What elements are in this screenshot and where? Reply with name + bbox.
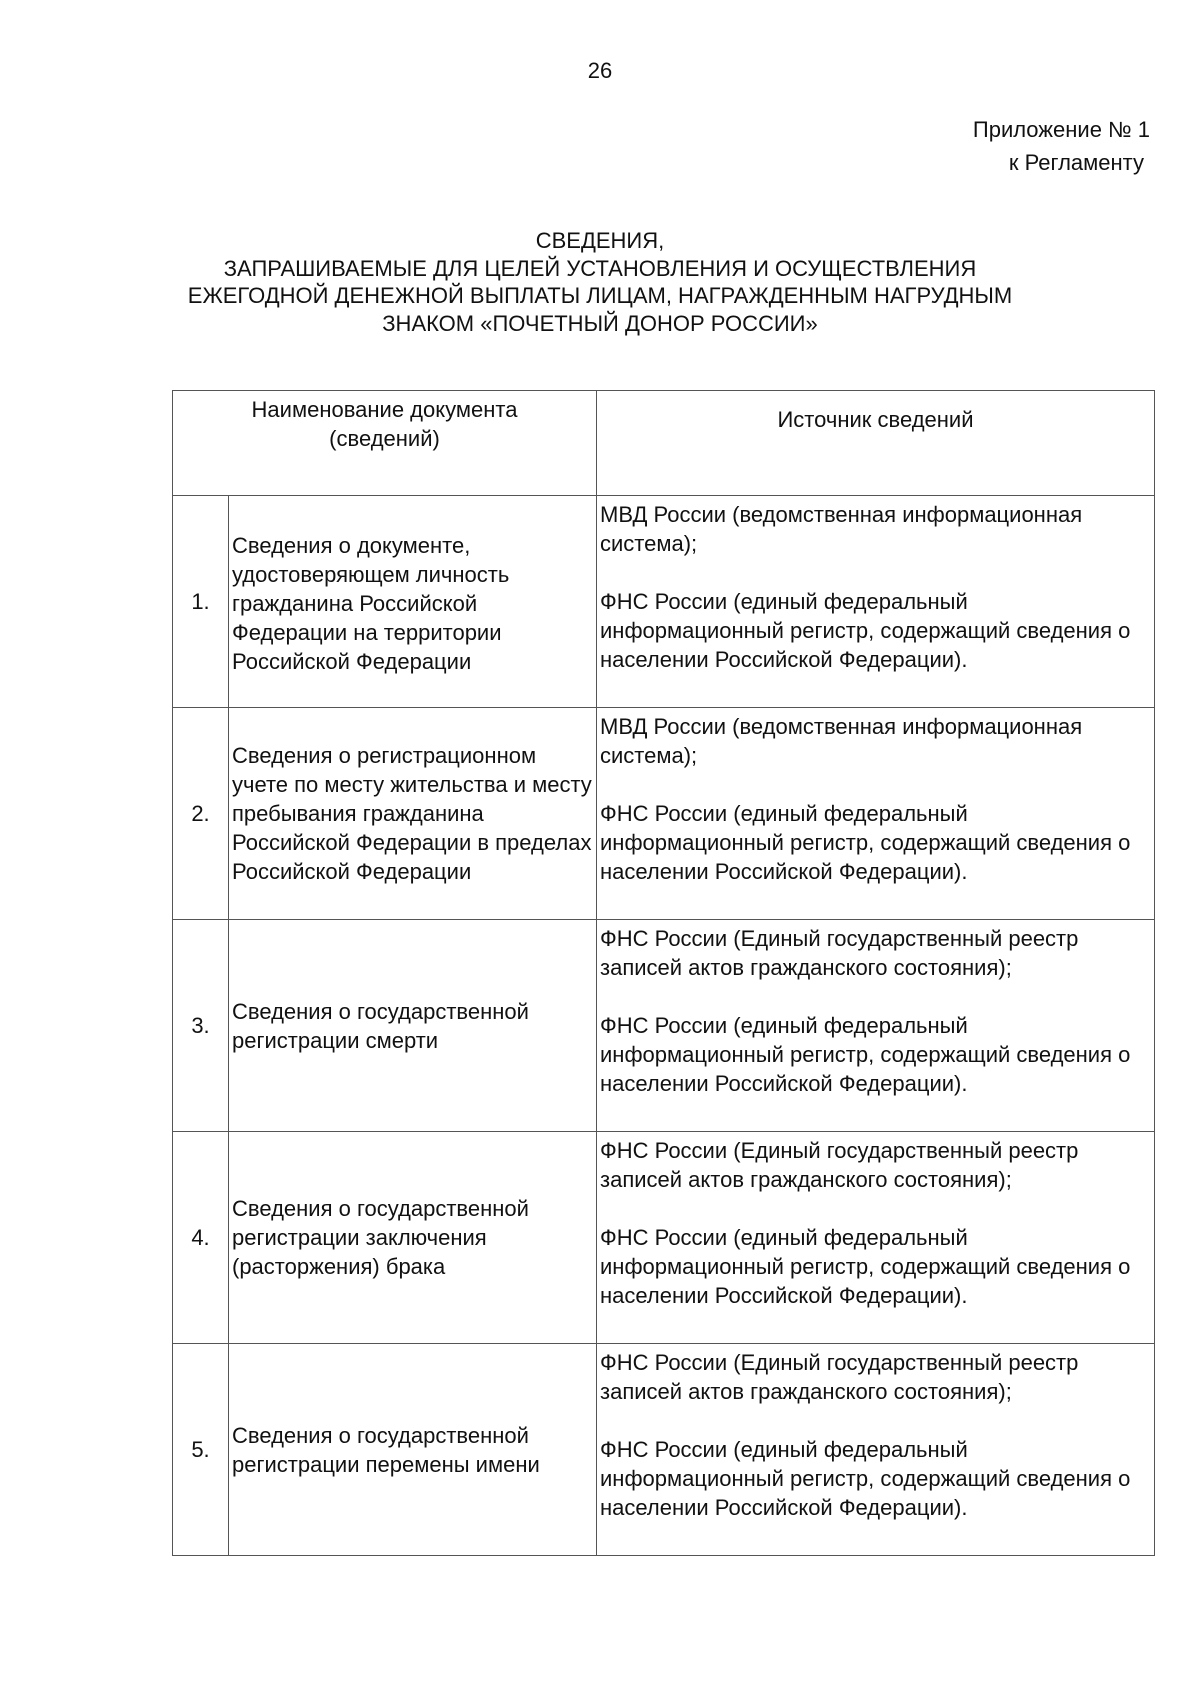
row-source — [597, 920, 1155, 1132]
row-source — [597, 1132, 1155, 1344]
title-line-4: ЗНАКОМ «ПОЧЕТНЫЙ ДОНОР РОССИИ» — [382, 310, 818, 336]
title-line-3: ЕЖЕГОДНОЙ ДЕНЕЖНОЙ ВЫПЛАТЫ ЛИЦАМ, НАГРАЖДЕННЫМ НАГРУДНЫМ — [187, 283, 1013, 308]
table-row — [173, 496, 1155, 708]
row-source — [597, 1344, 1155, 1556]
source-secondary: ФНС России (единый федеральный информационный регистр, содержащий сведения о населении Российской Федерации). — [600, 1437, 1131, 1520]
document-title — [0, 227, 1200, 337]
table-row — [173, 920, 1155, 1132]
source-primary: ФНС России (Единый государственный реестр записей актов гражданского состояния); — [600, 1138, 1079, 1192]
source-secondary: ФНС России (единый федеральный информационный регистр, содержащий сведения о населении Российской Федерации). — [600, 589, 1131, 672]
table-row — [173, 1132, 1155, 1344]
source-primary: ФНС России (Единый государственный реестр записей актов гражданского состояния); — [600, 926, 1079, 980]
row-document-name: Сведения о регистрационном учете по месту жительства и месту пребывания гражданина Российской Федерации в пределах Российской Федерации — [229, 708, 597, 920]
row-number: 3. — [173, 920, 229, 1132]
appendix-reference — [973, 113, 1150, 179]
source-secondary: ФНС России (единый федеральный информационный регистр, содержащий сведения о населении Российской Федерации). — [600, 1013, 1131, 1096]
source-secondary: ФНС России (единый федеральный информационный регистр, содержащий сведения о населении Российской Федерации). — [600, 1225, 1131, 1308]
row-document-name: Сведения о государственной регистрации перемены имени — [229, 1344, 597, 1556]
row-number: 1. — [173, 496, 229, 708]
source-secondary: ФНС России (единый федеральный информационный регистр, содержащий сведения о населении Российской Федерации). — [600, 801, 1131, 884]
table-row — [173, 708, 1155, 920]
header-document-name — [173, 391, 597, 496]
row-number: 2. — [173, 708, 229, 920]
row-number: 4. — [173, 1132, 229, 1344]
source-primary: ФНС России (Единый государственный реестр записей актов гражданского состояния); — [600, 1350, 1079, 1404]
source-primary: МВД России (ведомственная информационная система); — [600, 714, 1083, 768]
source-primary: МВД России (ведомственная информационная система); — [600, 502, 1083, 556]
appendix-line-2: к Регламенту — [1008, 150, 1144, 175]
appendix-line-1: Приложение № 1 — [972, 117, 1150, 142]
header-document-name-label: Наименование документа (сведений) — [251, 397, 518, 451]
table-header-row — [173, 391, 1155, 496]
row-number: 5. — [173, 1344, 229, 1556]
table-row — [173, 1344, 1155, 1556]
title-line-1: СВЕДЕНИЯ, — [535, 228, 665, 253]
row-source — [597, 708, 1155, 920]
header-source: Источник сведений — [597, 391, 1155, 496]
information-table — [172, 390, 1155, 1556]
row-document-name: Сведения о документе, удостоверяющем личность гражданина Российской Федерации на территории Российской Федерации — [229, 496, 597, 708]
page-number: 26 — [587, 58, 613, 83]
row-document-name: Сведения о государственной регистрации смерти — [229, 920, 597, 1132]
row-source — [597, 496, 1155, 708]
row-document-name: Сведения о государственной регистрации заключения (расторжения) брака — [229, 1132, 597, 1344]
title-line-2: ЗАПРАШИВАЕМЫЕ ДЛЯ ЦЕЛЕЙ УСТАНОВЛЕНИЯ И ОСУЩЕСТВЛЕНИЯ — [223, 255, 977, 281]
